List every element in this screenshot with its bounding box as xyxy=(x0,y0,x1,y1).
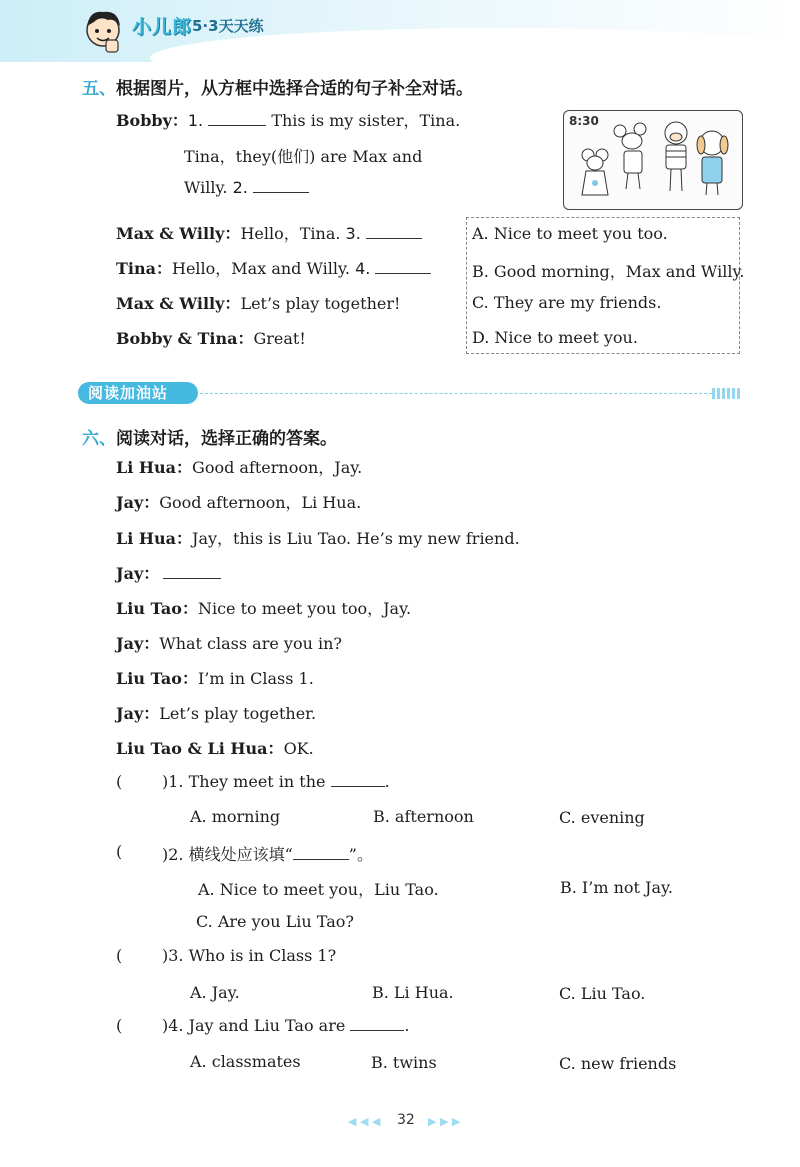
q4-option-c: C. new friends xyxy=(559,1054,677,1073)
s6-line-2 xyxy=(116,490,361,513)
answer-blank[interactable] xyxy=(293,858,349,860)
speaker: Jay： xyxy=(116,704,160,723)
footer-right-arrows: ▶ ▶ ▶ xyxy=(428,1115,461,1128)
s6-line-6 xyxy=(116,631,342,654)
s6-line-1 xyxy=(116,455,362,478)
q1-paren-open[interactable]: ( xyxy=(116,772,123,791)
paren-close: ) xyxy=(162,845,169,864)
speaker: Max & Willy： xyxy=(116,224,241,243)
s5-line-2: Tina，they(他们) are Max and xyxy=(184,147,423,166)
speaker: Liu Tao & Li Hua： xyxy=(116,739,284,758)
characters-illustration-icon xyxy=(564,111,740,207)
section6-title xyxy=(82,424,337,449)
dialogue-text: Hello，Tina. xyxy=(240,224,341,243)
section5-number: 五、 xyxy=(82,79,116,99)
answer-blank[interactable] xyxy=(350,1029,404,1031)
s5-line-7 xyxy=(116,326,306,349)
section5-title-text: 根据图片，从方框中选择合适的句子补全对话。 xyxy=(116,79,473,99)
footer-left-arrows: ◀ ◀ ◀ xyxy=(348,1115,381,1128)
blank-number: 3. xyxy=(345,224,361,243)
dialogue-text: Good afternoon，Li Hua. xyxy=(159,493,362,512)
s6-line-3 xyxy=(116,526,520,549)
speaker: Jay： xyxy=(116,493,160,512)
section6-title-text: 阅读对话，选择正确的答案。 xyxy=(116,429,337,449)
dialogue-text: Let’s play together. xyxy=(159,704,317,723)
s6-line-9 xyxy=(116,736,314,759)
speaker: Max & Willy： xyxy=(116,294,241,313)
paren-close: ) xyxy=(162,1016,169,1035)
blank-number: 2. xyxy=(232,178,248,197)
q3-option-b: B. Li Hua. xyxy=(372,983,454,1002)
answer-blank[interactable] xyxy=(375,272,431,274)
question-1 xyxy=(162,772,390,791)
q3-paren-open[interactable]: ( xyxy=(116,946,123,965)
question-stem: 1. They meet in the xyxy=(168,772,326,791)
dialogue-text: What class are you in? xyxy=(159,634,342,653)
q2-paren-open[interactable]: ( xyxy=(116,842,123,861)
section6-number: 六、 xyxy=(82,429,116,449)
brand-series: 5·3天天练 xyxy=(192,17,264,35)
clock-time: 8:30 xyxy=(569,114,599,128)
dialogue-text: Good afternoon，Jay. xyxy=(192,458,363,477)
s5-line-3 xyxy=(184,178,309,197)
reading-banner-text: 阅读加油站 xyxy=(88,384,169,402)
dialogue-text: Great! xyxy=(253,329,306,348)
speaker: Liu Tao： xyxy=(116,599,198,618)
dialogue-text: OK. xyxy=(283,739,314,758)
page-number: 32 xyxy=(397,1112,415,1128)
s6-line-8 xyxy=(116,701,316,724)
paren-close: ) xyxy=(162,772,169,791)
s5-line-4 xyxy=(116,221,422,244)
question-3 xyxy=(162,946,336,965)
q2-option-b: B. I’m not Jay. xyxy=(560,878,673,897)
q3-option-a: A. Jay. xyxy=(190,983,240,1002)
blank-number: 4. xyxy=(355,259,371,278)
q1-option-b: B. afternoon xyxy=(373,807,474,826)
option-d: D. Nice to meet you. xyxy=(472,328,638,347)
answer-blank[interactable] xyxy=(366,237,422,239)
paren-close: ) xyxy=(162,946,169,965)
q1-option-a: A. morning xyxy=(190,807,281,826)
dialogue-text: Willy. xyxy=(184,178,228,197)
q4-option-a: A. classmates xyxy=(190,1052,301,1071)
answer-blank[interactable] xyxy=(253,191,309,193)
blank-number: 1. xyxy=(187,111,204,130)
option-c: C. They are my friends. xyxy=(472,293,662,312)
pencil-icon xyxy=(712,388,742,399)
option-a: A. Nice to meet you too. xyxy=(472,224,668,243)
question-end: . xyxy=(384,772,390,791)
dialogue-text: I’m in Class 1. xyxy=(197,669,314,688)
brand-title: 小儿郎 xyxy=(132,16,193,38)
question-stem: 2. 横线处应该填“ xyxy=(168,845,293,864)
q4-paren-open[interactable]: ( xyxy=(116,1016,123,1035)
answer-blank[interactable] xyxy=(208,124,266,126)
speaker: Jay： xyxy=(116,634,160,653)
speaker: Bobby： xyxy=(116,111,188,130)
q2-option-c: C. Are you Liu Tao? xyxy=(196,912,354,931)
question-end: . xyxy=(404,1016,410,1035)
question-2 xyxy=(162,842,373,865)
q1-option-c: C. evening xyxy=(559,808,645,827)
question-end: ”。 xyxy=(348,845,373,864)
question-stem: 4. Jay and Liu Tao are xyxy=(168,1016,346,1035)
answer-blank[interactable] xyxy=(331,785,385,787)
s5-line-5 xyxy=(116,256,431,279)
dialogue-text: Jay，this is Liu Tao. He’s my new friend. xyxy=(192,529,520,548)
section5-title xyxy=(82,74,473,99)
boy-mascot-icon xyxy=(78,4,128,56)
q2-option-a: A. Nice to meet you，Liu Tao. xyxy=(198,880,439,899)
speaker: Jay： xyxy=(116,564,160,583)
question-4 xyxy=(162,1016,410,1035)
dialogue-text: Nice to meet you too，Jay. xyxy=(197,599,412,618)
banner-divider xyxy=(200,393,712,394)
dialogue-text: This is my sister，Tina. xyxy=(266,111,461,130)
illustration-frame xyxy=(563,110,743,210)
speaker: Tina： xyxy=(116,259,172,278)
dialogue-text: Hello，Max and Willy. xyxy=(172,259,351,278)
answer-blank[interactable] xyxy=(163,577,221,579)
speaker: Li Hua： xyxy=(116,529,193,548)
question-stem: 3. Who is in Class 1? xyxy=(168,946,337,965)
s6-line-7 xyxy=(116,666,314,689)
speaker: Bobby & Tina： xyxy=(116,329,254,348)
q3-option-c: C. Liu Tao. xyxy=(559,984,646,1003)
speaker: Li Hua： xyxy=(116,458,193,477)
s6-line-4 xyxy=(116,561,221,584)
s5-line-6 xyxy=(116,291,400,314)
q4-option-b: B. twins xyxy=(371,1053,437,1072)
dialogue-text: Let’s play together! xyxy=(240,294,401,313)
s5-line-1 xyxy=(116,108,460,131)
speaker: Liu Tao： xyxy=(116,669,198,688)
option-b: B. Good morning，Max and Willy. xyxy=(472,262,745,281)
s6-line-5 xyxy=(116,596,411,619)
